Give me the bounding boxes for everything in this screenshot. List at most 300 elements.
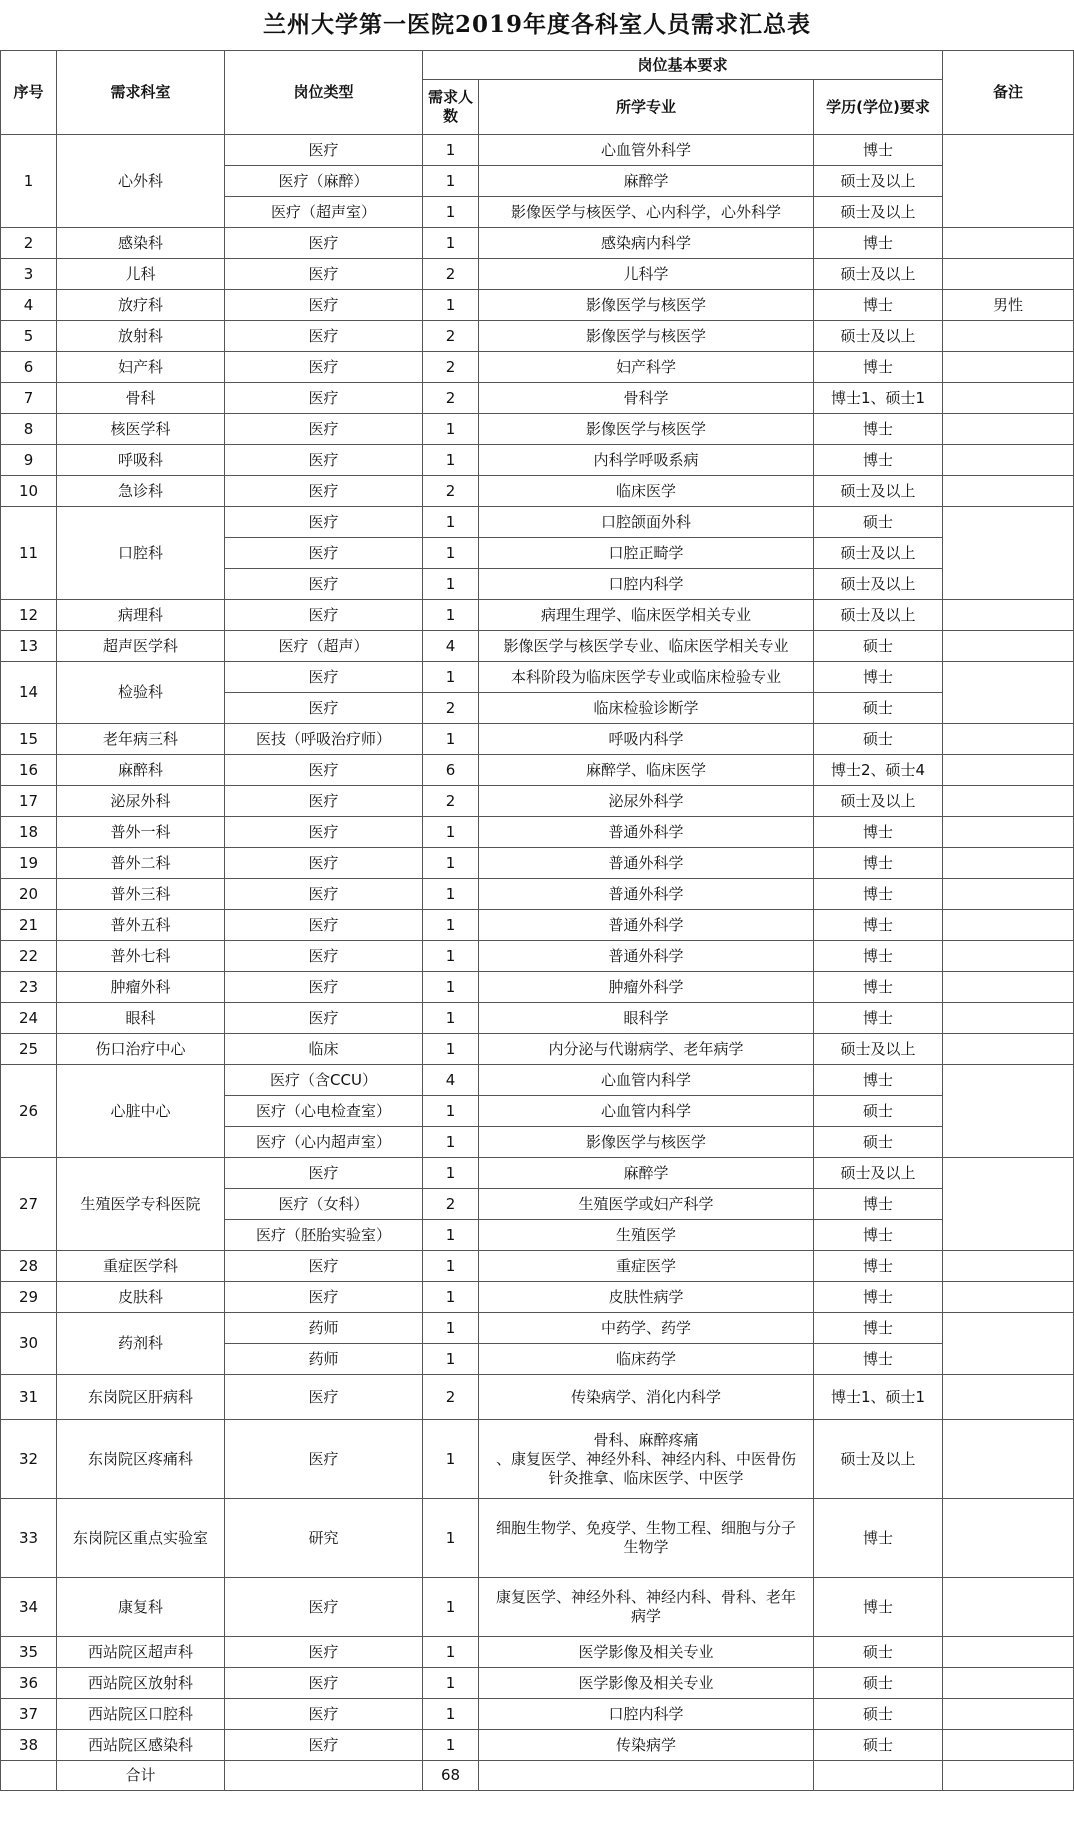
row-count: 2 (423, 1189, 479, 1220)
row-degree: 博士 (814, 228, 943, 259)
row-position-type: 医疗 (225, 352, 423, 383)
row-position-type: 医疗 (225, 600, 423, 631)
row-degree: 博士1、硕士1 (814, 1375, 943, 1420)
row-degree: 硕士及以上 (814, 476, 943, 507)
row-index: 32 (1, 1420, 57, 1499)
row-note (943, 817, 1074, 848)
row-position-type: 医疗 (225, 290, 423, 321)
row-count: 1 (423, 197, 479, 228)
row-count: 2 (423, 693, 479, 724)
row-major: 中药学、药学 (479, 1313, 814, 1344)
row-note (943, 662, 1074, 724)
row-index: 37 (1, 1699, 57, 1730)
row-major: 泌尿外科学 (479, 786, 814, 817)
row-degree: 硕士及以上 (814, 166, 943, 197)
row-position-type: 医疗 (225, 1251, 423, 1282)
row-major: 影像医学与核医学 (479, 1127, 814, 1158)
row-degree: 博士 (814, 817, 943, 848)
row-department: 西站院区放射科 (57, 1668, 225, 1699)
row-degree: 硕士 (814, 1668, 943, 1699)
row-count: 1 (423, 1158, 479, 1189)
row-major: 医学影像及相关专业 (479, 1637, 814, 1668)
row-index: 12 (1, 600, 57, 631)
row-note (943, 352, 1074, 383)
row-major: 影像医学与核医学专业、临床医学相关专业 (479, 631, 814, 662)
row-index: 31 (1, 1375, 57, 1420)
row-position-type: 医疗 (225, 1282, 423, 1313)
table-row (1, 1313, 1074, 1344)
row-major: 普通外科学 (479, 879, 814, 910)
row-note (943, 941, 1074, 972)
row-count: 1 (423, 1637, 479, 1668)
row-department: 生殖医学专科医院 (57, 1158, 225, 1251)
row-major: 生殖医学或妇产科学 (479, 1189, 814, 1220)
row-degree: 硕士 (814, 724, 943, 755)
row-position-type: 医疗 (225, 1668, 423, 1699)
row-count: 1 (423, 445, 479, 476)
row-major: 儿科学 (479, 259, 814, 290)
table-row (1, 879, 1074, 910)
row-index: 16 (1, 755, 57, 786)
row-index: 9 (1, 445, 57, 476)
row-department: 伤口治疗中心 (57, 1034, 225, 1065)
row-department: 西站院区感染科 (57, 1730, 225, 1761)
row-department: 放疗科 (57, 290, 225, 321)
row-department: 骨科 (57, 383, 225, 414)
row-count: 1 (423, 135, 479, 166)
row-count: 2 (423, 1375, 479, 1420)
row-count: 1 (423, 600, 479, 631)
header-dept: 需求科室 (57, 51, 225, 135)
row-index: 8 (1, 414, 57, 445)
row-note (943, 1499, 1074, 1578)
table-row (1, 228, 1074, 259)
table-row (1, 1730, 1074, 1761)
row-position-type: 医疗 (225, 538, 423, 569)
row-count: 1 (423, 1344, 479, 1375)
row-major: 临床药学 (479, 1344, 814, 1375)
row-major: 医学影像及相关专业 (479, 1668, 814, 1699)
row-count: 2 (423, 352, 479, 383)
row-index: 11 (1, 507, 57, 600)
table-row (1, 1251, 1074, 1282)
row-major: 传染病学 (479, 1730, 814, 1761)
row-note (943, 1375, 1074, 1420)
row-note (943, 445, 1074, 476)
row-count: 6 (423, 755, 479, 786)
row-note (943, 1699, 1074, 1730)
row-note (943, 321, 1074, 352)
row-degree: 硕士及以上 (814, 600, 943, 631)
row-position-type: 医技（呼吸治疗师） (225, 724, 423, 755)
row-index: 13 (1, 631, 57, 662)
row-position-type: 医疗 (225, 259, 423, 290)
row-note (943, 879, 1074, 910)
row-major: 眼科学 (479, 1003, 814, 1034)
row-degree: 博士 (814, 1065, 943, 1096)
row-department: 妇产科 (57, 352, 225, 383)
row-major: 麻醉学 (479, 1158, 814, 1189)
row-note (943, 1578, 1074, 1637)
row-major: 影像医学与核医学、心内科学，心外科学 (479, 197, 814, 228)
row-degree: 博士 (814, 1499, 943, 1578)
row-index: 10 (1, 476, 57, 507)
total-count: 68 (423, 1761, 479, 1791)
row-index: 24 (1, 1003, 57, 1034)
row-position-type: 医疗 (225, 1730, 423, 1761)
total-index-cell (1, 1761, 57, 1791)
row-count: 1 (423, 1730, 479, 1761)
row-degree: 博士 (814, 352, 943, 383)
row-degree: 硕士 (814, 1699, 943, 1730)
table-row (1, 476, 1074, 507)
row-department: 麻醉科 (57, 755, 225, 786)
row-department: 眼科 (57, 1003, 225, 1034)
row-department: 东岗院区疼痛科 (57, 1420, 225, 1499)
row-major: 麻醉学、临床医学 (479, 755, 814, 786)
row-major: 传染病学、消化内科学 (479, 1375, 814, 1420)
row-major: 本科阶段为临床医学专业或临床检验专业 (479, 662, 814, 693)
row-major: 影像医学与核医学 (479, 321, 814, 352)
row-position-type: 药师 (225, 1344, 423, 1375)
row-index: 27 (1, 1158, 57, 1251)
row-degree: 硕士 (814, 693, 943, 724)
row-major: 普通外科学 (479, 848, 814, 879)
row-major: 感染病内科学 (479, 228, 814, 259)
row-degree: 博士 (814, 1189, 943, 1220)
row-major: 心血管外科学 (479, 135, 814, 166)
header-major: 所学专业 (479, 80, 814, 135)
row-note (943, 1003, 1074, 1034)
row-degree: 硕士及以上 (814, 259, 943, 290)
row-degree: 硕士及以上 (814, 197, 943, 228)
row-count: 1 (423, 414, 479, 445)
row-count: 2 (423, 321, 479, 352)
row-position-type: 医疗 (225, 1578, 423, 1637)
table-row (1, 1158, 1074, 1189)
row-degree: 硕士及以上 (814, 569, 943, 600)
row-note (943, 259, 1074, 290)
row-index: 21 (1, 910, 57, 941)
row-note (943, 1313, 1074, 1375)
row-major: 影像医学与核医学 (479, 290, 814, 321)
row-major: 普通外科学 (479, 910, 814, 941)
header-degree: 学历(学位)要求 (814, 80, 943, 135)
row-major: 生殖医学 (479, 1220, 814, 1251)
row-count: 1 (423, 538, 479, 569)
row-position-type: 医疗 (225, 1375, 423, 1420)
row-count: 1 (423, 1578, 479, 1637)
row-note (943, 1158, 1074, 1251)
row-index: 3 (1, 259, 57, 290)
row-position-type: 医疗 (225, 135, 423, 166)
table-row (1, 1034, 1074, 1065)
row-position-type: 研究 (225, 1499, 423, 1578)
total-row (1, 1761, 1074, 1791)
row-count: 2 (423, 383, 479, 414)
row-degree: 硕士及以上 (814, 1034, 943, 1065)
row-major: 重症医学 (479, 1251, 814, 1282)
row-count: 1 (423, 1313, 479, 1344)
row-count: 1 (423, 1034, 479, 1065)
row-index: 7 (1, 383, 57, 414)
table-row (1, 972, 1074, 1003)
row-degree: 博士 (814, 941, 943, 972)
row-index: 6 (1, 352, 57, 383)
row-index: 4 (1, 290, 57, 321)
row-position-type: 医疗（超声室） (225, 197, 423, 228)
row-count: 1 (423, 1420, 479, 1499)
row-degree: 硕士及以上 (814, 786, 943, 817)
row-degree: 硕士 (814, 1730, 943, 1761)
row-degree: 硕士 (814, 631, 943, 662)
row-position-type: 临床 (225, 1034, 423, 1065)
row-major: 普通外科学 (479, 941, 814, 972)
table-title: 兰州大学第一医院2019年度各科室人员需求汇总表 (262, 11, 811, 38)
row-count: 1 (423, 569, 479, 600)
row-department: 东岗院区重点实验室 (57, 1499, 225, 1578)
row-count: 1 (423, 1499, 479, 1578)
total-major-cell (479, 1761, 814, 1791)
row-position-type: 医疗 (225, 662, 423, 693)
table-row (1, 1578, 1074, 1637)
row-index: 34 (1, 1578, 57, 1637)
row-index: 5 (1, 321, 57, 352)
table-row (1, 817, 1074, 848)
table-row (1, 941, 1074, 972)
row-count: 2 (423, 476, 479, 507)
table-row (1, 135, 1074, 166)
row-major: 口腔内科学 (479, 569, 814, 600)
row-position-type: 医疗 (225, 879, 423, 910)
row-position-type: 医疗（胚胎实验室） (225, 1220, 423, 1251)
row-degree: 博士 (814, 1282, 943, 1313)
row-index: 26 (1, 1065, 57, 1158)
row-count: 4 (423, 1065, 479, 1096)
row-count: 1 (423, 166, 479, 197)
row-degree: 博士 (814, 414, 943, 445)
row-major: 普通外科学 (479, 817, 814, 848)
row-note (943, 600, 1074, 631)
row-department: 老年病三科 (57, 724, 225, 755)
row-note (943, 1282, 1074, 1313)
row-index: 2 (1, 228, 57, 259)
row-degree: 博士 (814, 662, 943, 693)
row-index: 30 (1, 1313, 57, 1375)
row-index: 15 (1, 724, 57, 755)
row-degree: 博士 (814, 1578, 943, 1637)
table-row (1, 662, 1074, 693)
row-note (943, 1065, 1074, 1158)
row-major: 麻醉学 (479, 166, 814, 197)
header-type: 岗位类型 (225, 51, 423, 135)
row-major: 临床医学 (479, 476, 814, 507)
row-degree: 博士 (814, 1251, 943, 1282)
row-degree: 硕士 (814, 1096, 943, 1127)
row-count: 1 (423, 879, 479, 910)
row-count: 1 (423, 1251, 479, 1282)
row-position-type: 医疗 (225, 383, 423, 414)
row-department: 肿瘤外科 (57, 972, 225, 1003)
row-degree: 博士 (814, 1220, 943, 1251)
row-position-type: 医疗 (225, 941, 423, 972)
row-note (943, 755, 1074, 786)
row-position-type: 医疗 (225, 817, 423, 848)
row-department: 普外七科 (57, 941, 225, 972)
row-department: 放射科 (57, 321, 225, 352)
row-position-type: 医疗 (225, 1420, 423, 1499)
row-major: 妇产科学 (479, 352, 814, 383)
row-department: 呼吸科 (57, 445, 225, 476)
table-row (1, 1065, 1074, 1096)
table-row (1, 383, 1074, 414)
row-degree: 硕士及以上 (814, 538, 943, 569)
row-department: 西站院区口腔科 (57, 1699, 225, 1730)
row-note (943, 1420, 1074, 1499)
row-major: 呼吸内科学 (479, 724, 814, 755)
row-count: 1 (423, 228, 479, 259)
row-degree: 博士 (814, 1344, 943, 1375)
row-degree: 博士1、硕士1 (814, 383, 943, 414)
table-row (1, 445, 1074, 476)
row-note (943, 972, 1074, 1003)
row-position-type: 医疗（女科） (225, 1189, 423, 1220)
row-department: 口腔科 (57, 507, 225, 600)
row-count: 1 (423, 1096, 479, 1127)
row-degree: 博士 (814, 1003, 943, 1034)
table-row (1, 848, 1074, 879)
row-index: 23 (1, 972, 57, 1003)
row-position-type: 医疗（心内超声室） (225, 1127, 423, 1158)
table-row (1, 1282, 1074, 1313)
row-department: 泌尿外科 (57, 786, 225, 817)
header-index: 序号 (1, 51, 57, 135)
row-degree: 博士2、硕士4 (814, 755, 943, 786)
row-index: 29 (1, 1282, 57, 1313)
row-index: 14 (1, 662, 57, 724)
row-department: 心外科 (57, 135, 225, 228)
row-degree: 硕士及以上 (814, 321, 943, 352)
row-position-type: 医疗 (225, 786, 423, 817)
row-degree: 硕士及以上 (814, 1420, 943, 1499)
row-note (943, 135, 1074, 228)
row-index: 28 (1, 1251, 57, 1282)
row-count: 2 (423, 786, 479, 817)
row-degree: 博士 (814, 445, 943, 476)
row-department: 感染科 (57, 228, 225, 259)
table-body (1, 135, 1074, 1761)
row-major: 内分泌与代谢病学、老年病学 (479, 1034, 814, 1065)
row-department: 普外三科 (57, 879, 225, 910)
row-index: 17 (1, 786, 57, 817)
row-count: 1 (423, 972, 479, 1003)
row-note (943, 1251, 1074, 1282)
total-degree-cell (814, 1761, 943, 1791)
row-note: 男性 (943, 290, 1074, 321)
row-major: 细胞生物学、免疫学、生物工程、细胞与分子 生物学 (479, 1499, 814, 1578)
row-note (943, 1730, 1074, 1761)
row-count: 1 (423, 910, 479, 941)
row-index: 20 (1, 879, 57, 910)
row-position-type: 医疗 (225, 569, 423, 600)
row-note (943, 1637, 1074, 1668)
row-count: 1 (423, 1668, 479, 1699)
requirements-table (0, 50, 1074, 1791)
table-row (1, 352, 1074, 383)
row-count: 1 (423, 1003, 479, 1034)
row-index: 18 (1, 817, 57, 848)
row-department: 超声医学科 (57, 631, 225, 662)
row-note (943, 1668, 1074, 1699)
row-major: 口腔内科学 (479, 1699, 814, 1730)
table-row (1, 507, 1074, 538)
row-position-type: 医疗 (225, 755, 423, 786)
total-label: 合计 (57, 1761, 225, 1791)
row-position-type: 医疗 (225, 910, 423, 941)
row-count: 1 (423, 817, 479, 848)
row-major: 骨科学 (479, 383, 814, 414)
row-degree: 硕士 (814, 1127, 943, 1158)
header-count: 需求人数 (423, 80, 479, 135)
row-major: 皮肤性病学 (479, 1282, 814, 1313)
table-row (1, 1003, 1074, 1034)
row-count: 1 (423, 1127, 479, 1158)
row-department: 康复科 (57, 1578, 225, 1637)
table-row (1, 724, 1074, 755)
row-count: 1 (423, 290, 479, 321)
row-department: 皮肤科 (57, 1282, 225, 1313)
table-row (1, 259, 1074, 290)
row-major: 口腔正畸学 (479, 538, 814, 569)
row-position-type: 医疗 (225, 507, 423, 538)
row-note (943, 910, 1074, 941)
table-row (1, 290, 1074, 321)
row-degree: 博士 (814, 848, 943, 879)
row-note (943, 414, 1074, 445)
row-index: 35 (1, 1637, 57, 1668)
row-department: 病理科 (57, 600, 225, 631)
row-count: 1 (423, 848, 479, 879)
row-major: 病理生理学、临床医学相关专业 (479, 600, 814, 631)
row-position-type: 医疗 (225, 1003, 423, 1034)
row-major: 内科学呼吸系病 (479, 445, 814, 476)
row-degree: 硕士 (814, 1637, 943, 1668)
row-index: 38 (1, 1730, 57, 1761)
table-row (1, 631, 1074, 662)
row-note (943, 1034, 1074, 1065)
row-major: 骨科、麻醉疼痛 、康复医学、神经外科、神经内科、中医骨伤 针灸推拿、临床医学、中医学 (479, 1420, 814, 1499)
row-position-type: 医疗 (225, 848, 423, 879)
row-count: 1 (423, 941, 479, 972)
header-group: 岗位基本要求 (423, 51, 943, 80)
row-degree: 博士 (814, 972, 943, 1003)
row-degree: 博士 (814, 879, 943, 910)
row-position-type: 医疗（超声） (225, 631, 423, 662)
row-degree: 博士 (814, 290, 943, 321)
row-position-type: 医疗 (225, 693, 423, 724)
row-major: 康复医学、神经外科、神经内科、骨科、老年 病学 (479, 1578, 814, 1637)
row-department: 儿科 (57, 259, 225, 290)
row-position-type: 医疗（含CCU） (225, 1065, 423, 1096)
row-count: 1 (423, 662, 479, 693)
row-index: 1 (1, 135, 57, 228)
row-position-type: 医疗 (225, 1158, 423, 1189)
row-position-type: 医疗 (225, 445, 423, 476)
row-note (943, 476, 1074, 507)
row-count: 1 (423, 1282, 479, 1313)
table-row (1, 910, 1074, 941)
row-major: 心血管内科学 (479, 1096, 814, 1127)
